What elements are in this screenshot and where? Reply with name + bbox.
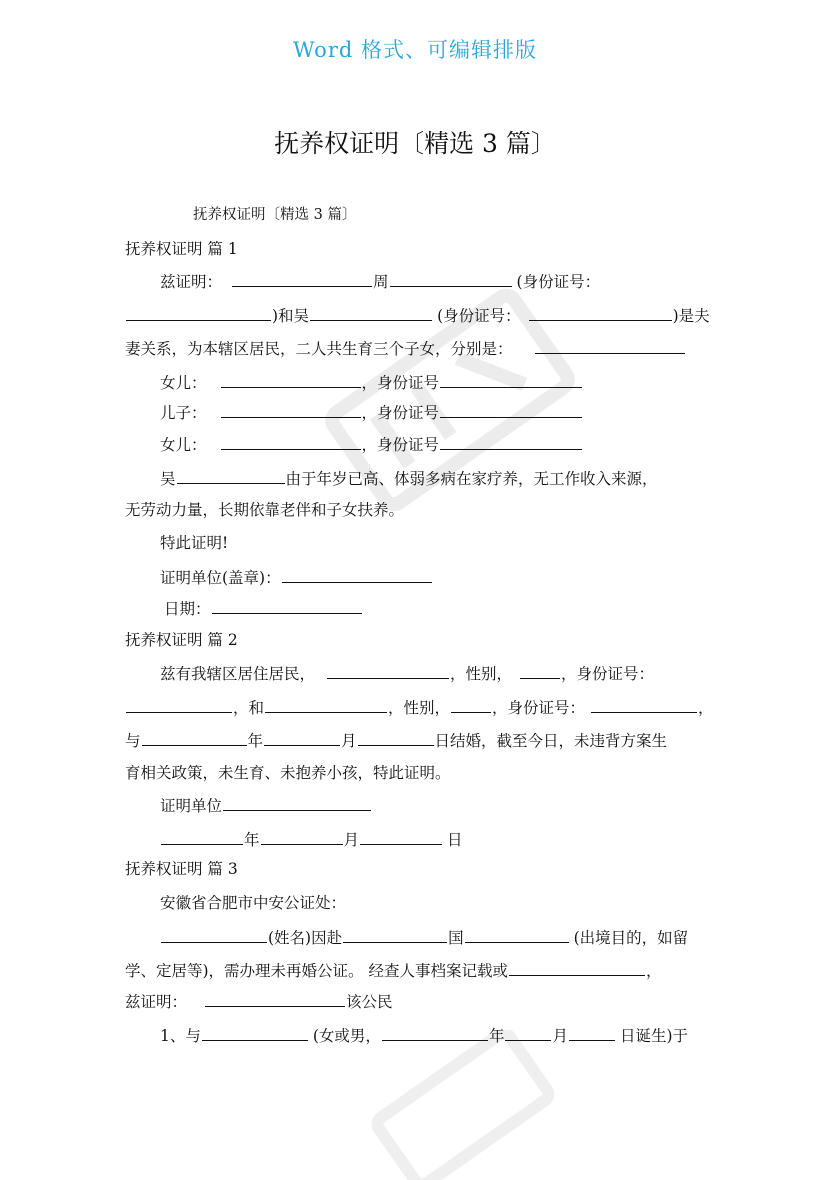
document-title: 抚养权证明〔精选 3 篇〕: [274, 129, 556, 158]
s3-line3: 学、定居等)，需办理未再婚公证。 经查人事档案记载或 ，: [125, 962, 662, 980]
s2-issuer: 证明单位: [160, 795, 372, 816]
s3-line5: 1、与 (女或男， 年 月 日诞生)于: [160, 1027, 689, 1045]
watermark-stamp-bottom: [360, 1030, 560, 1180]
header-banner: Word 格式、可编辑排版: [293, 38, 537, 62]
section2-heading: 抚养权证明 篇 2: [125, 631, 238, 649]
s1-issuer: 证明单位(盖章)：: [160, 567, 433, 588]
document-subtitle: 抚养权证明〔精选 3 篇〕: [193, 207, 357, 223]
s1-line1: 兹证明： 周 (身份证号：: [160, 273, 601, 291]
s2-date: 年 月 日: [160, 829, 463, 850]
s1-line8: 无劳动力量，长期依靠老伴和子女扶养。: [125, 501, 405, 519]
s1-child1: 女儿： ，身份证号: [160, 372, 583, 393]
s3-line1: 安徽省合肥市中安公证处：: [160, 894, 347, 912]
s1-line3: 妻关系，为本辖区居民，二人共生育三个子女，分别是：: [125, 338, 686, 359]
section3-heading: 抚养权证明 篇 3: [125, 860, 238, 878]
section1-heading: 抚养权证明 篇 1: [125, 240, 238, 258]
s1-child3: 女儿： ，身份证号: [160, 434, 583, 455]
s1-child2: 儿子： ，身份证号: [160, 402, 583, 423]
s1-date: 日期：: [164, 598, 363, 619]
s1-line2: )和吴 (身份证号： )是夫: [125, 305, 710, 326]
s3-line4: 兹证明： 该公民: [125, 993, 393, 1011]
s3-line2: (姓名)因赴 国 (出境目的，如留: [160, 927, 688, 948]
s2-line2: ，和 ，性别， ，身份证号： ，: [125, 697, 714, 718]
s1-line7: 吴 由于年岁已高、体弱多病在家疗养，无工作收入来源，: [160, 470, 658, 488]
s2-line3: 与 年 月 日结婚，截至今日，未违背方案生: [125, 732, 668, 750]
s2-line1: 兹有我辖区居住居民， ，性别， ，身份证号：: [160, 665, 655, 683]
s2-line4: 育相关政策，未生育、未抱养小孩，特此证明。: [125, 764, 451, 782]
s1-line9: 特此证明!: [160, 534, 229, 552]
